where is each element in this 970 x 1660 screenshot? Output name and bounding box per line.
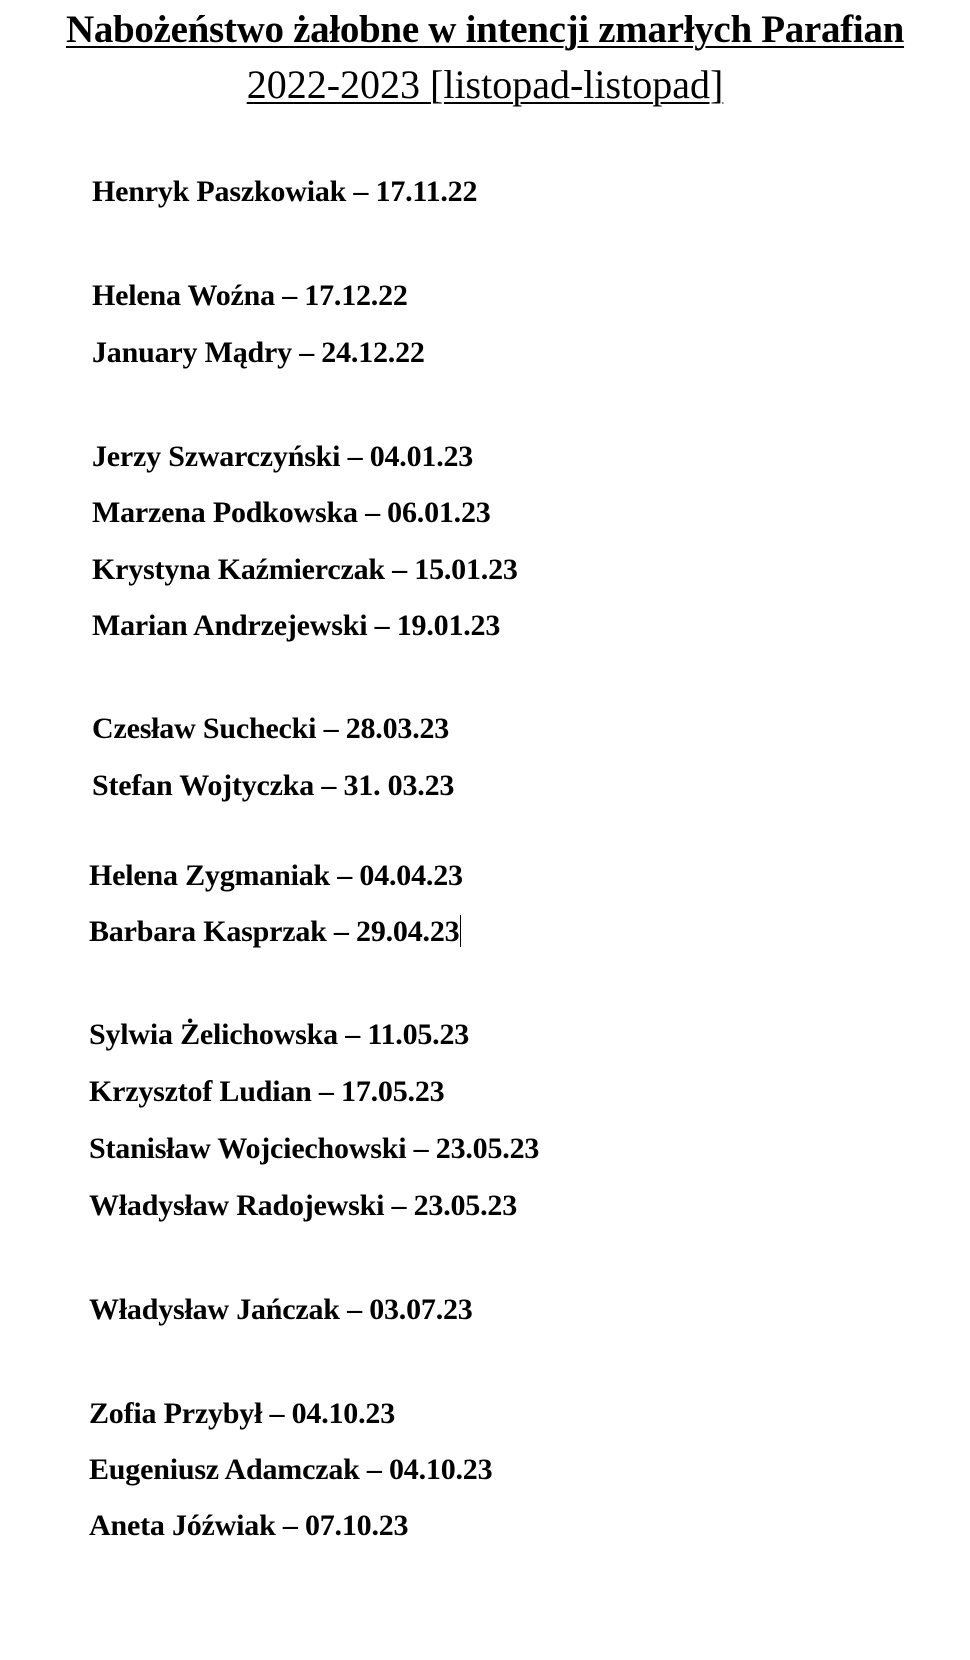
document-title: Nabożeństwo żałobne w intencji zmarłych Parafian [65,8,905,51]
entry-czeslaw-suchecki: Czesław Suchecki – 28.03.23 [92,712,450,745]
entry-marian-andrzejewski: Marian Andrzejewski – 19.01.23 [92,609,501,642]
entry-jerzy-szwarczynski: Jerzy Szwarczyński – 04.01.23 [92,440,474,473]
entry-wladyslaw-radojewski: Władysław Radojewski – 23.05.23 [89,1189,518,1222]
entry-wladyslaw-janczak: Władysław Jańczak – 03.07.23 [89,1293,473,1326]
entry-marzena-podkowska: Marzena Podkowska – 06.01.23 [92,496,491,529]
entry-krzysztof-ludian: Krzysztof Ludian – 17.05.23 [89,1075,445,1108]
entry-stanislaw-wojciechowski: Stanisław Wojciechowski – 23.05.23 [89,1132,540,1165]
entry-barbara-kasprzak [89,914,461,950]
entry-helena-zygmaniak: Helena Zygmaniak – 04.04.23 [89,859,463,892]
entry-stefan-wojtyczka: Stefan Wojtyczka – 31. 03.23 [92,769,455,802]
entry-eugeniusz-adamczak: Eugeniusz Adamczak – 04.10.23 [89,1453,493,1486]
document-subtitle: 2022-2023 [listopad-listopad] [246,62,724,107]
entry-zofia-przybyl: Zofia Przybył – 04.10.23 [89,1397,396,1430]
entry-january-madry: January Mądry – 24.12.22 [92,336,425,369]
entry-helena-wozna: Helena Woźna – 17.12.22 [92,279,408,312]
text-cursor [460,915,461,947]
entry-sylwia-zelichowska: Sylwia Żelichowska – 11.05.23 [89,1018,470,1051]
entry-barbara-kasprzak-text: Barbara Kasprzak – 29.04.23 [89,915,460,948]
entry-krystyna-kazmierczak: Krystyna Kaźmierczak – 15.01.23 [92,553,518,586]
entry-aneta-jozwiak: Aneta Jóźwiak – 07.10.23 [89,1509,409,1542]
entry-henryk-paszkowiak: Henryk Paszkowiak – 17.11.22 [92,175,478,208]
